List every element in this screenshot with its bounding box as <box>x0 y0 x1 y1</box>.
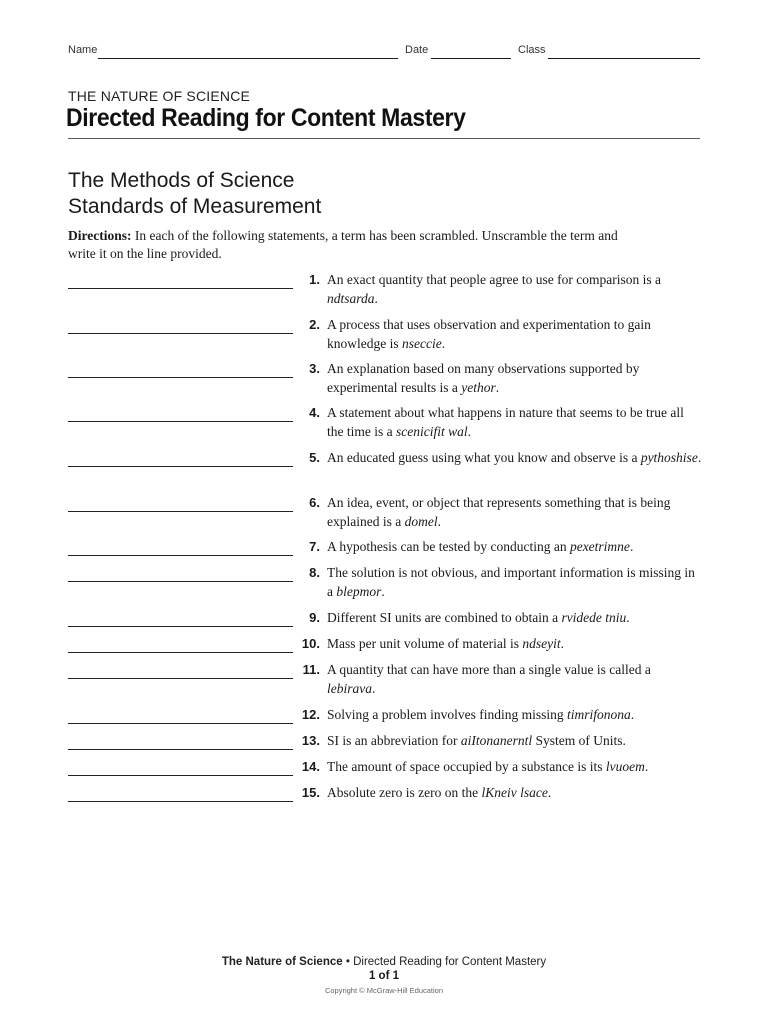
question-stem: An educated guess using what you know and observe is a <box>327 450 641 465</box>
footer-book: The Nature of Science <box>221 956 343 968</box>
directions-text: In each of the following statements, a term has been scrambled. Unscramble the term and write it on the line provided. <box>68 228 618 261</box>
question-stem: Different SI units are combined to obtain a <box>327 610 562 625</box>
scrambled-term: timrifonona <box>567 707 631 722</box>
question-item <box>0 783 768 823</box>
page-title: Directed Reading for Content Mastery <box>66 104 466 132</box>
question-text <box>327 635 702 654</box>
scrambled-term: domel <box>404 513 438 529</box>
question-text <box>327 449 702 468</box>
question-item <box>0 270 768 310</box>
answer-line[interactable] <box>68 634 293 653</box>
scrambled-term: pythoshise <box>640 450 698 465</box>
answer-line[interactable] <box>68 315 293 334</box>
question-item <box>0 448 768 488</box>
question-text <box>327 706 702 725</box>
question-text <box>327 404 702 441</box>
section-title-line2: Standards of Measurement <box>68 195 322 218</box>
answer-line[interactable] <box>68 608 293 627</box>
question-text <box>327 494 702 531</box>
question-ending: . <box>437 513 441 529</box>
question-text <box>327 661 702 698</box>
scrambled-term: lvuoem <box>605 759 645 774</box>
question-item <box>0 315 768 355</box>
question-ending: . <box>372 680 376 696</box>
answer-line[interactable] <box>68 403 293 422</box>
footer-line <box>0 956 768 968</box>
question-item <box>0 660 768 700</box>
answer-line[interactable] <box>68 537 293 556</box>
answer-line[interactable] <box>68 660 293 679</box>
scrambled-term: nseccie <box>402 335 442 351</box>
question-text <box>327 538 702 557</box>
question-item <box>0 403 768 443</box>
question-ending: . <box>547 785 552 800</box>
answer-line[interactable] <box>68 783 293 802</box>
question-text <box>327 564 702 601</box>
question-stem: Solving a problem involves finding missing <box>327 707 567 722</box>
scrambled-term: scenicifit wal <box>395 423 468 439</box>
question-ending: . <box>697 450 702 465</box>
scrambled-term: yethor <box>461 379 496 395</box>
question-ending: . <box>644 759 649 774</box>
scrambled-term: pexetrimne <box>569 539 630 554</box>
question-ending: . <box>626 610 630 625</box>
directions-label: Directions: <box>68 228 132 243</box>
question-ending: . <box>374 290 378 306</box>
question-stem: SI is an abbreviation for <box>327 733 461 748</box>
answer-line[interactable] <box>68 731 293 750</box>
question-ending: . <box>560 636 564 651</box>
scrambled-term: lKneiv lsace <box>481 785 548 800</box>
question-ending: . <box>467 423 471 439</box>
question-number: 13. <box>301 733 320 748</box>
question-stem: An idea, event, or object that represents something that is being explained is a <box>327 495 671 529</box>
question-item <box>0 493 768 533</box>
question-text <box>327 758 702 777</box>
date-label: Date <box>405 44 429 56</box>
page-number: 1 of 1 <box>368 970 400 982</box>
question-text <box>327 784 702 803</box>
question-ending: System of Units. <box>532 733 626 748</box>
question-number: 15. <box>301 785 320 800</box>
question-number: 2. <box>309 317 320 332</box>
question-ending: . <box>630 707 635 722</box>
question-number: 6. <box>309 495 320 510</box>
footer-separator: • <box>342 956 354 968</box>
question-number: 12. <box>301 707 320 722</box>
question-text <box>327 316 702 353</box>
question-stem: A process that uses observation and experimentation to gain knowledge is <box>327 317 651 351</box>
scrambled-term: lebirava <box>327 680 372 696</box>
question-number: 7. <box>309 539 320 554</box>
question-stem: A quantity that can have more than a single value is called a <box>327 662 651 677</box>
question-number: 10. <box>301 636 320 651</box>
question-stem: A hypothesis can be tested by conducting an <box>327 539 570 554</box>
question-stem: Mass per unit volume of material is <box>327 636 523 651</box>
question-stem: The solution is not obvious, and important information is missing in a <box>327 565 695 599</box>
answer-line[interactable] <box>68 359 293 378</box>
page-footer <box>0 956 768 995</box>
question-number: 8. <box>309 565 320 580</box>
name-label: Name <box>68 44 98 56</box>
section-title-line1: The Methods of Science <box>68 169 295 192</box>
question-ending: . <box>381 583 385 599</box>
question-number: 4. <box>309 405 320 420</box>
question-item <box>0 359 768 399</box>
scrambled-term: ndseyit <box>522 636 561 651</box>
question-number: 14. <box>301 759 320 774</box>
copyright: Copyright © McGraw-Hill Education <box>324 986 444 995</box>
question-number: 5. <box>309 450 320 465</box>
answer-line[interactable] <box>68 270 293 289</box>
question-stem: The amount of space occupied by a substance is its <box>327 759 606 774</box>
question-stem: A statement about what happens in nature that seems to be true all the time is a <box>327 405 684 439</box>
question-stem: An exact quantity that people agree to use for comparison is a <box>327 272 662 287</box>
question-text <box>327 271 702 308</box>
answer-line[interactable] <box>68 757 293 776</box>
question-text <box>327 732 702 751</box>
question-ending: . <box>495 379 500 395</box>
scrambled-term: ndtsarda <box>327 290 375 306</box>
question-text <box>327 360 702 397</box>
question-number: 11. <box>302 662 320 677</box>
question-text <box>327 609 702 628</box>
answer-line[interactable] <box>68 448 293 467</box>
scrambled-term: aiItonanerntl <box>460 733 533 748</box>
scrambled-term: rvidede tniu <box>561 610 627 625</box>
answer-line[interactable] <box>68 493 293 512</box>
chapter-kicker: THE NATURE OF SCIENCE <box>68 88 251 104</box>
question-ending: . <box>629 539 634 554</box>
question-stem: An explanation based on many observations supported by experimental results is a <box>327 361 640 395</box>
question-stem: Absolute zero is zero on the <box>327 785 482 800</box>
footer-subtitle: Directed Reading for Content Mastery <box>353 956 547 968</box>
question-number: 9. <box>309 610 320 625</box>
question-number: 1. <box>309 272 320 287</box>
question-item <box>0 563 768 603</box>
answer-line[interactable] <box>68 563 293 582</box>
question-number: 3. <box>309 361 320 376</box>
answer-line[interactable] <box>68 705 293 724</box>
scrambled-term: blepmor <box>336 583 382 599</box>
class-label: Class <box>518 44 546 56</box>
question-ending: . <box>441 335 446 351</box>
